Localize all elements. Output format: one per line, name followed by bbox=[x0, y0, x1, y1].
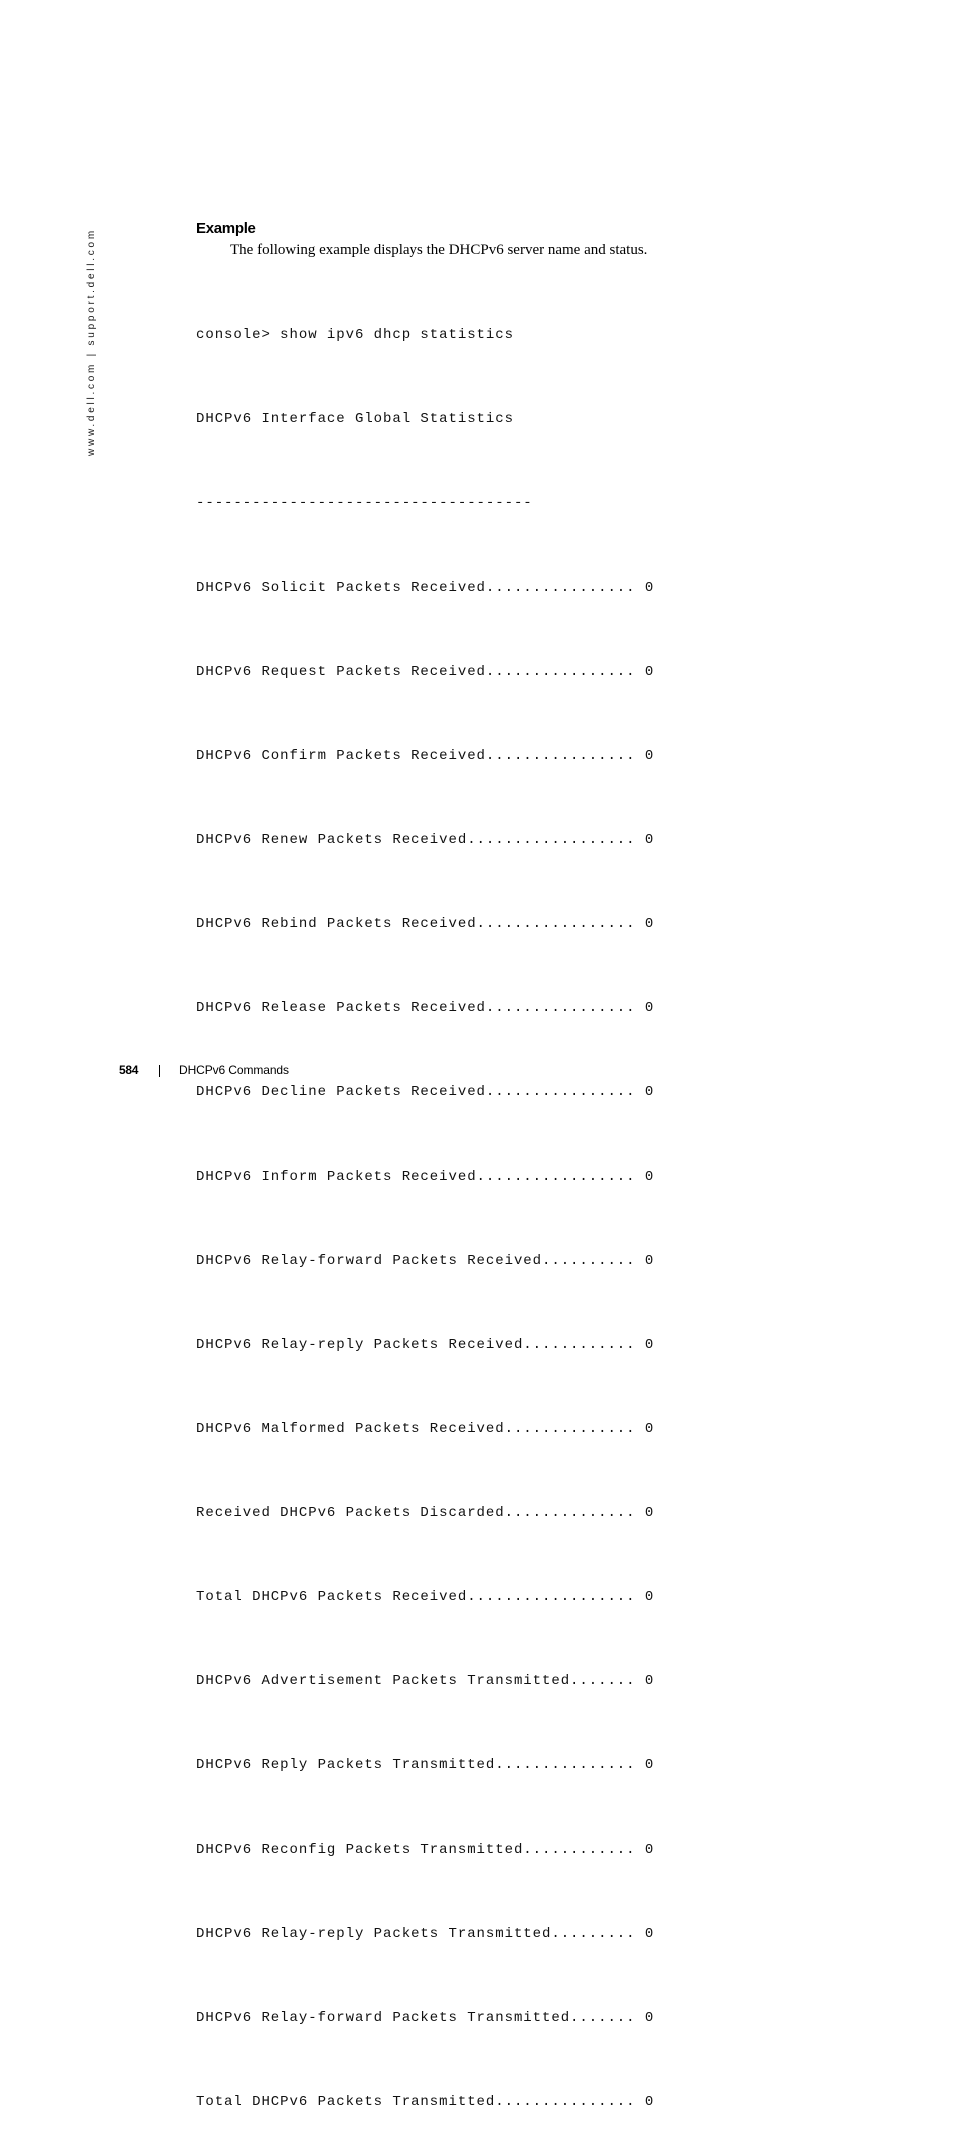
stat-line: DHCPv6 Relay-forward Packets Received.......... 0 bbox=[196, 1252, 655, 1269]
stat-line: DHCPv6 Release Packets Received................ 0 bbox=[196, 1000, 655, 1017]
stat-line: Received DHCPv6 Packets Discarded.............. 0 bbox=[196, 1505, 655, 1522]
stat-line: DHCPv6 Relay-reply Packets Received............ 0 bbox=[196, 1336, 655, 1353]
chapter-title: DHCPv6 Commands bbox=[179, 1063, 289, 1077]
output-title: DHCPv6 Interface Global Statistics bbox=[196, 411, 514, 428]
stat-line: DHCPv6 Inform Packets Received................. 0 bbox=[196, 1168, 655, 1185]
page-number: 584 bbox=[119, 1063, 139, 1077]
stat-line: DHCPv6 Reconfig Packets Transmitted............ 0 bbox=[196, 1841, 655, 1858]
stat-line: DHCPv6 Request Packets Received................ 0 bbox=[196, 663, 655, 680]
stat-line: DHCPv6 Malformed Packets Received.............. 0 bbox=[196, 1420, 655, 1437]
footer-divider bbox=[159, 1065, 160, 1077]
stat-line: DHCPv6 Relay-reply Packets Transmitted......... 0 bbox=[196, 1925, 655, 1942]
section-heading: Example bbox=[196, 220, 256, 237]
stat-line: Total DHCPv6 Packets Transmitted............... 0 bbox=[196, 2094, 655, 2111]
stat-line: Total DHCPv6 Packets Received.................. 0 bbox=[196, 1589, 655, 1606]
stat-line: DHCPv6 Renew Packets Received.................. 0 bbox=[196, 831, 655, 848]
stat-line: DHCPv6 Solicit Packets Received................ 0 bbox=[196, 579, 655, 596]
stat-line: DHCPv6 Advertisement Packets Transmitted....... 0 bbox=[196, 1673, 655, 1690]
intro-paragraph: The following example displays the DHCPv6 server name and status. bbox=[230, 242, 648, 258]
stat-line: DHCPv6 Reply Packets Transmitted............... 0 bbox=[196, 1757, 655, 1774]
stat-line: DHCPv6 Relay-forward Packets Transmitted....... 0 bbox=[196, 2009, 655, 2026]
command-line: console> show ipv6 dhcp statistics bbox=[196, 327, 514, 344]
output-rule: ------------------------------------ bbox=[196, 495, 533, 512]
stat-line: DHCPv6 Confirm Packets Received................ 0 bbox=[196, 747, 655, 764]
side-url-text: www.dell.com | support.dell.com bbox=[86, 228, 97, 456]
code-example bbox=[196, 265, 654, 2144]
stat-line: DHCPv6 Rebind Packets Received................. 0 bbox=[196, 916, 655, 933]
stat-line: DHCPv6 Decline Packets Received................ 0 bbox=[196, 1084, 655, 1101]
